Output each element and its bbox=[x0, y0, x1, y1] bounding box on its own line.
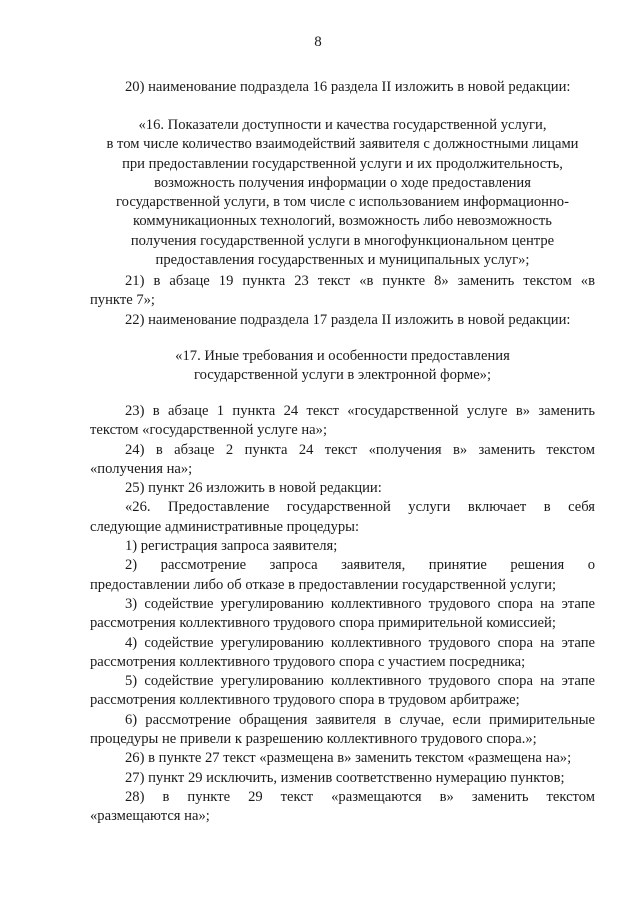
subsection-16-heading bbox=[90, 116, 595, 270]
item-25-text: 25) пункт 26 изложить в новой редакции: bbox=[125, 480, 382, 497]
point-26-line: следующие административные процедуры: bbox=[90, 518, 360, 535]
subsection-17-heading bbox=[90, 347, 595, 386]
item-22-text: 22) наименование подраздела 17 раздела II изложить в новой редакции: bbox=[125, 311, 571, 328]
heading-16-line: получения государственной услуги в многофункциональном центре bbox=[130, 232, 555, 249]
procedure-3-line: рассмотрения коллективного трудового спора примирительной комиссией; bbox=[90, 615, 556, 632]
item-23-line: текстом «государственной услуге на»; bbox=[90, 422, 328, 439]
heading-16-line: при предоставлении государственной услуги и их продолжительность, bbox=[122, 155, 563, 172]
item-26-text: 26) в пункте 27 текст «размещена в» заменить текстом «размещена на»; bbox=[125, 750, 572, 767]
procedure-6-line: процедуры не привели к разрешению коллективного трудового спора.»; bbox=[90, 731, 537, 748]
item-21-line: 21) в абзаце 19 пункта 23 текст «в пункте 8» заменить текстом «в bbox=[125, 273, 595, 289]
heading-16-line: «16. Показатели доступности и качества государственной услуги, bbox=[138, 117, 547, 133]
item-28-line: 28) в пункте 29 текст «размещаются в» заменить текстом bbox=[125, 788, 595, 805]
heading-16-line: государственной услуги, в том числе с использованием информационно- bbox=[116, 194, 569, 211]
item-21-line: пункте 7»; bbox=[90, 292, 155, 309]
procedure-3-line: 3) содействие урегулированию коллективного трудового спора на этапе bbox=[125, 595, 595, 612]
heading-17-line: «17. Иные требования и особенности предоставления bbox=[175, 348, 510, 364]
item-23-line: 23) в абзаце 1 пункта 24 текст «государственной услуге в» заменить bbox=[125, 403, 595, 419]
procedure-5-line: рассмотрения коллективного трудового спора в трудовом арбитраже; bbox=[90, 692, 520, 709]
item-27-text: 27) пункт 29 исключить, изменив соответственно нумерацию пунктов; bbox=[125, 769, 565, 786]
heading-17-line: государственной услуги в электронной форме»; bbox=[193, 367, 492, 384]
item-24-line: «получения на»; bbox=[90, 460, 193, 477]
heading-16-line: возможность получения информации о ходе предоставления bbox=[154, 174, 531, 191]
procedure-2-line: предоставлении либо об отказе в предоставлении государственной услуги; bbox=[90, 576, 557, 593]
items-23-28 bbox=[90, 402, 595, 827]
item-20-text: 20) наименование подраздела 16 раздела II изложить в новой редакции: bbox=[125, 79, 571, 95]
procedure-1: 1) регистрация запроса заявителя; bbox=[125, 538, 338, 555]
heading-16-line: предоставления государственных и муниципальных услуг»; bbox=[155, 252, 530, 269]
procedure-2-line: 2) рассмотрение запроса заявителя, принятие решения о bbox=[125, 557, 595, 574]
procedure-4-line: рассмотрения коллективного трудового спора с участием посредника; bbox=[90, 653, 526, 670]
procedure-5-line: 5) содействие урегулированию коллективного трудового спора на этапе bbox=[125, 673, 595, 690]
heading-16-line: в том числе количество взаимодействий заявителя с должностными лицами bbox=[106, 136, 579, 153]
item-24-line: 24) в абзаце 2 пункта 24 текст «получения в» заменить текстом bbox=[125, 441, 595, 458]
item-28-line: «размещаются на»; bbox=[90, 808, 210, 825]
point-26-line: «26. Предоставление государственной услуги включает в себя bbox=[125, 499, 595, 516]
heading-16-line: коммуникационных технологий, возможность либо невозможность bbox=[133, 213, 552, 230]
page-number: 8 bbox=[314, 34, 322, 50]
items-21-22 bbox=[90, 272, 595, 330]
procedure-6-line: 6) рассмотрение обращения заявителя в случае, если примирительные bbox=[125, 711, 595, 728]
procedure-4-line: 4) содействие урегулированию коллективного трудового спора на этапе bbox=[125, 634, 595, 651]
item-20 bbox=[90, 78, 595, 97]
